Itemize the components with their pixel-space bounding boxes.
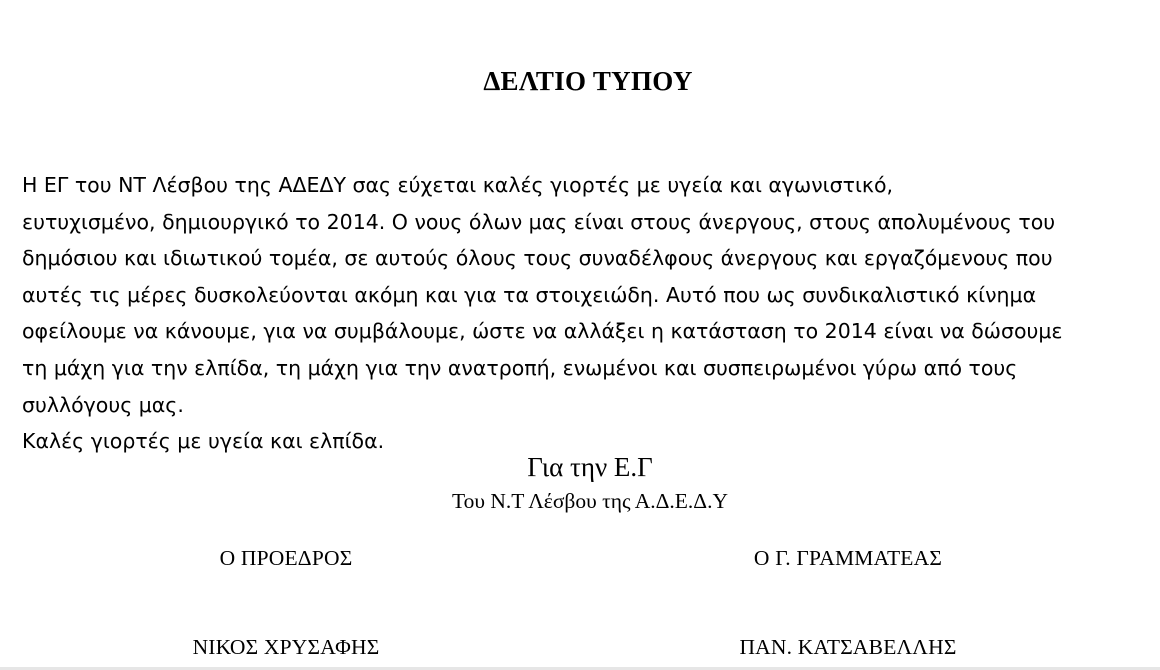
body-line: οφείλουμε να κάνουμε, για να συμβάλουμε, ώστε να αλλάξει η κατάσταση το 2014 είναι να δώσουμε bbox=[22, 319, 1063, 344]
signature-on-behalf: Για την Ε.Γ bbox=[527, 452, 653, 482]
president-role: Ο ΠΡΟΕΔΡΟΣ bbox=[219, 546, 353, 570]
secretary-name: ΠΑΝ. ΚΑΤΣΑΒΕΛΛΗΣ bbox=[739, 635, 957, 659]
closing-line: Καλές γιορτές με υγεία και ελπίδα. bbox=[22, 429, 385, 454]
body-line: συλλόγους μας. bbox=[22, 392, 184, 417]
body-line: Η ΕΓ του ΝΤ Λέσβου της ΑΔΕΔΥ σας εύχεται καλές γιορτές με υγεία και αγωνιστικό, bbox=[22, 173, 894, 197]
secretary-role: Ο Γ. ΓΡΑΜΜΑΤΕΑΣ bbox=[753, 546, 943, 570]
body-line: αυτές τις μέρες δυσκολεύονται ακόμη και για τα στοιχειώδη. Αυτό που ως συνδικαλιστικό κίνημα bbox=[22, 282, 1037, 307]
president-name: ΝΙΚΟΣ ΧΡΥΣΑΦΗΣ bbox=[192, 635, 380, 659]
document-title: ΔΕΛΤΙΟ ΤΥΠΟΥ bbox=[483, 66, 693, 96]
signature-organization: Του Ν.Τ Λέσβου της Α.Δ.Ε.Δ.Υ bbox=[451, 489, 729, 513]
body-line: ευτυχισμένο, δημιουργικό το 2014. Ο νους όλων μας είναι στους άνεργους, στους απολυμένους του bbox=[22, 209, 1056, 234]
body-line: δημόσιου και ιδιωτικού τομέα, σε αυτούς όλους τους συναδέλφους άνεργους και εργαζόμενους που bbox=[22, 246, 1053, 271]
body-text bbox=[22, 167, 1152, 460]
body-line: τη μάχη για την ελπίδα, τη μάχη για την ανατροπή, ενωμένοι και συσπειρωμένοι γύρω από τους bbox=[22, 355, 1018, 380]
